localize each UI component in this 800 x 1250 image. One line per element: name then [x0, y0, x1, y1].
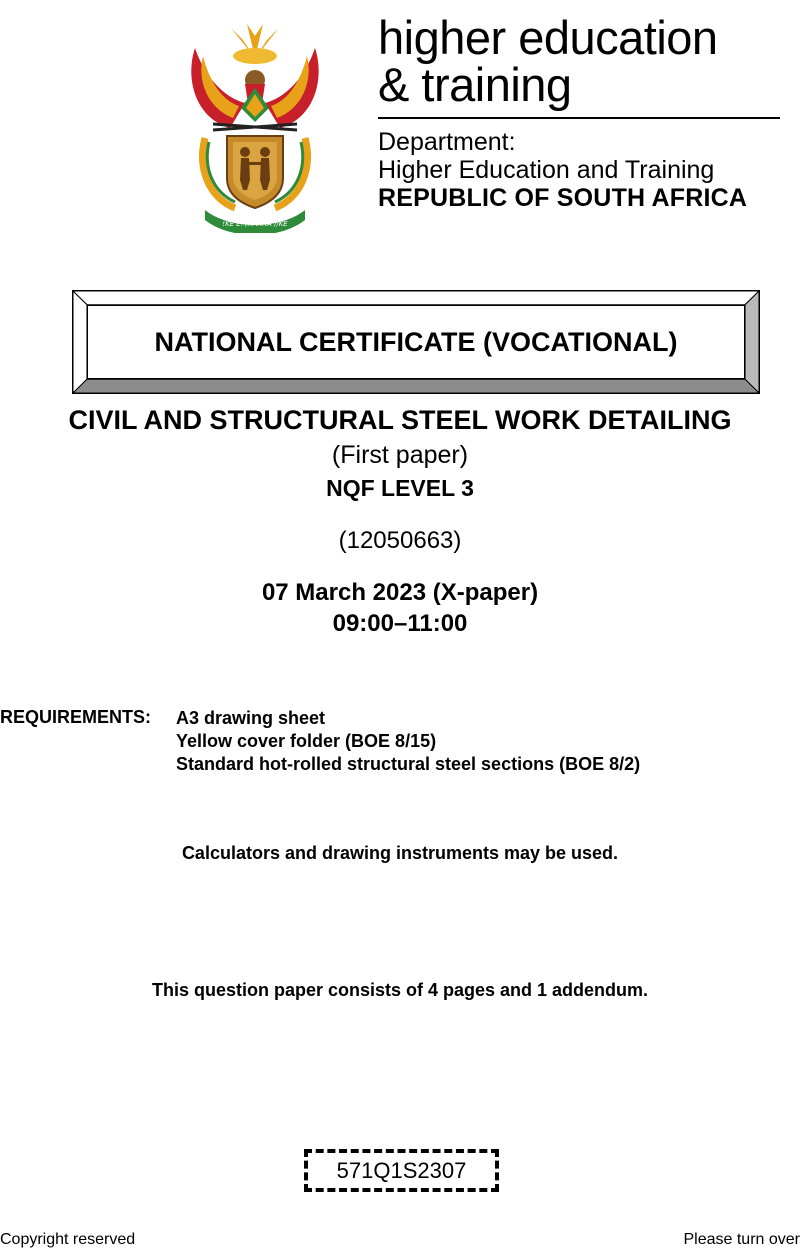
requirements-label: REQUIREMENTS: — [0, 707, 152, 727]
exam-date: 07 March 2023 (X-paper) — [261, 579, 539, 606]
dept-title-line2: & training — [378, 58, 572, 111]
sun-rays-icon — [219, 24, 291, 64]
dept-title — [378, 11, 718, 111]
certificate-title: NATIONAL CERTIFICATE (VOCATIONAL) — [87, 305, 745, 379]
exam-time: 09:00–11:00 — [332, 610, 468, 637]
requirements-list — [176, 707, 640, 776]
department-name: Higher Education and Training — [378, 156, 715, 184]
subject-title: CIVIL AND STRUCTURAL STEEL WORK DETAILING — [68, 405, 732, 435]
nqf-level: NQF LEVEL 3 — [326, 475, 474, 501]
dept-title-line1: higher education — [378, 11, 718, 64]
footer-copyright: Copyright reserved — [0, 1231, 136, 1248]
country-name: REPUBLIC OF SOUTH AFRICA — [378, 184, 748, 212]
calculator-note: Calculators and drawing instruments may be used. — [181, 843, 619, 863]
paper-number: (First paper) — [331, 441, 469, 469]
paper-code-box — [304, 1149, 499, 1192]
requirement-item: Standard hot-rolled structural steel sections (BOE 8/2) — [176, 754, 641, 774]
pages-note: This question paper consists of 4 pages and 1 addendum. — [151, 980, 649, 1000]
requirement-item: A3 drawing sheet — [176, 708, 326, 728]
coat-of-arms-emblem — [175, 18, 335, 233]
department-label: Department: — [378, 128, 516, 156]
dept-subtitle — [378, 128, 747, 212]
requirement-item: Yellow cover folder (BOE 8/15) — [176, 731, 437, 751]
header-divider — [378, 117, 780, 119]
subject-code: (12050663) — [338, 527, 462, 554]
certificate-frame — [72, 290, 760, 394]
motto-text: !KE E: /XARRA //KE — [222, 220, 288, 228]
footer-turn-over: Please turn over — [683, 1231, 800, 1248]
paper-code: 571Q1S2307 — [336, 1157, 467, 1183]
